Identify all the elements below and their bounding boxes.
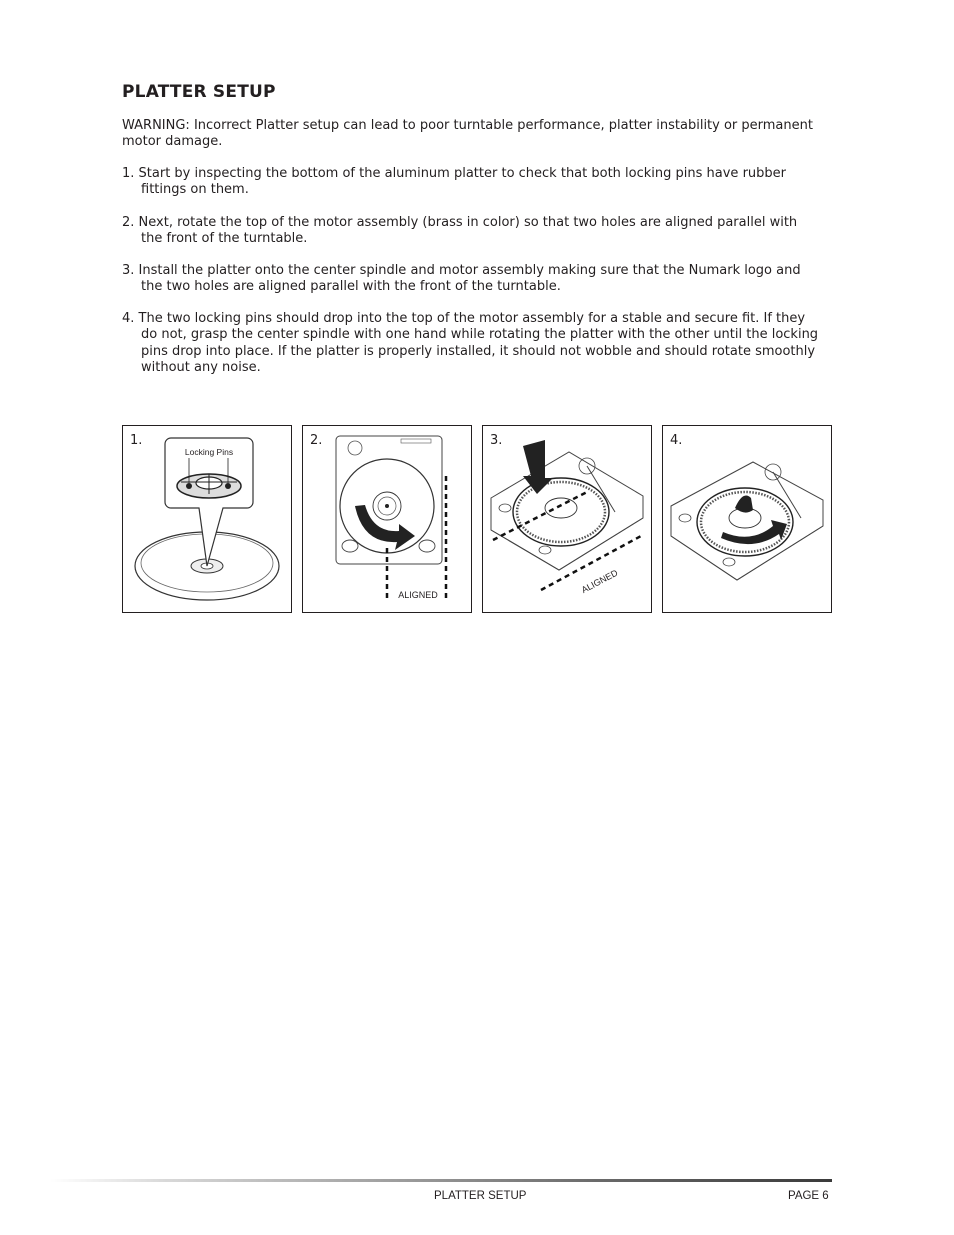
step-2	[122, 215, 838, 248]
warning-text: WARNING: Incorrect Platter setup can lead to poor turntable performance, platter instability or permanent motor damage.	[122, 118, 813, 150]
figure-1-panel	[122, 425, 292, 613]
figure-3-number: 3.	[490, 433, 503, 448]
locking-pins-label: Locking Pins	[184, 447, 234, 457]
step-4	[122, 311, 838, 376]
step-1-first: 1. Start by inspecting the bottom of the aluminum platter to check that both locking pins have rubber	[122, 166, 786, 181]
step-4-rest: do not, grasp the center spindle with one hand while rotating the platter with the other until the locking pins drop into place. If the platter is properly installed, it should not wobble and should rotate smoothly without any noise.	[141, 327, 819, 375]
figure-4-number: 4.	[670, 433, 683, 448]
figure-2-panel	[302, 425, 472, 613]
step-3	[122, 263, 838, 296]
turntable-rotate-platter-icon	[663, 426, 831, 612]
figure-4-panel	[662, 425, 832, 613]
page-title: PLATTER SETUP	[122, 82, 276, 102]
footer-section: PLATTER SETUP	[434, 1190, 527, 1202]
step-3-rest: the two holes are aligned parallel with the front of the turntable.	[141, 279, 561, 295]
figure-3-panel	[482, 425, 652, 613]
step-3-first: 3. Install the platter onto the center spindle and motor assembly making sure that the Numark logo and	[122, 263, 801, 278]
turntable-top-view-rotate-icon	[303, 426, 471, 612]
step-1	[122, 166, 838, 199]
aligned-label-2: ALIGNED	[398, 590, 438, 600]
step-2-first: 2. Next, rotate the top of the motor assembly (brass in color) so that two holes are aligned parallel with	[122, 215, 798, 230]
platter-locking-pins-icon	[123, 426, 291, 612]
step-2-rest: the front of the turntable.	[141, 231, 308, 247]
figure-1-number: 1.	[130, 433, 143, 448]
figure-2-number: 2.	[310, 433, 323, 448]
turntable-install-platter-icon	[483, 426, 651, 612]
aligned-label-3: ALIGNED	[579, 567, 620, 596]
step-4-first: 4. The two locking pins should drop into the top of the motor assembly for a stable and secure fit. If they	[122, 311, 806, 326]
step-1-rest: fittings on them.	[141, 182, 249, 198]
footer-rule	[50, 1179, 832, 1182]
footer-page-number: PAGE 6	[788, 1190, 829, 1202]
